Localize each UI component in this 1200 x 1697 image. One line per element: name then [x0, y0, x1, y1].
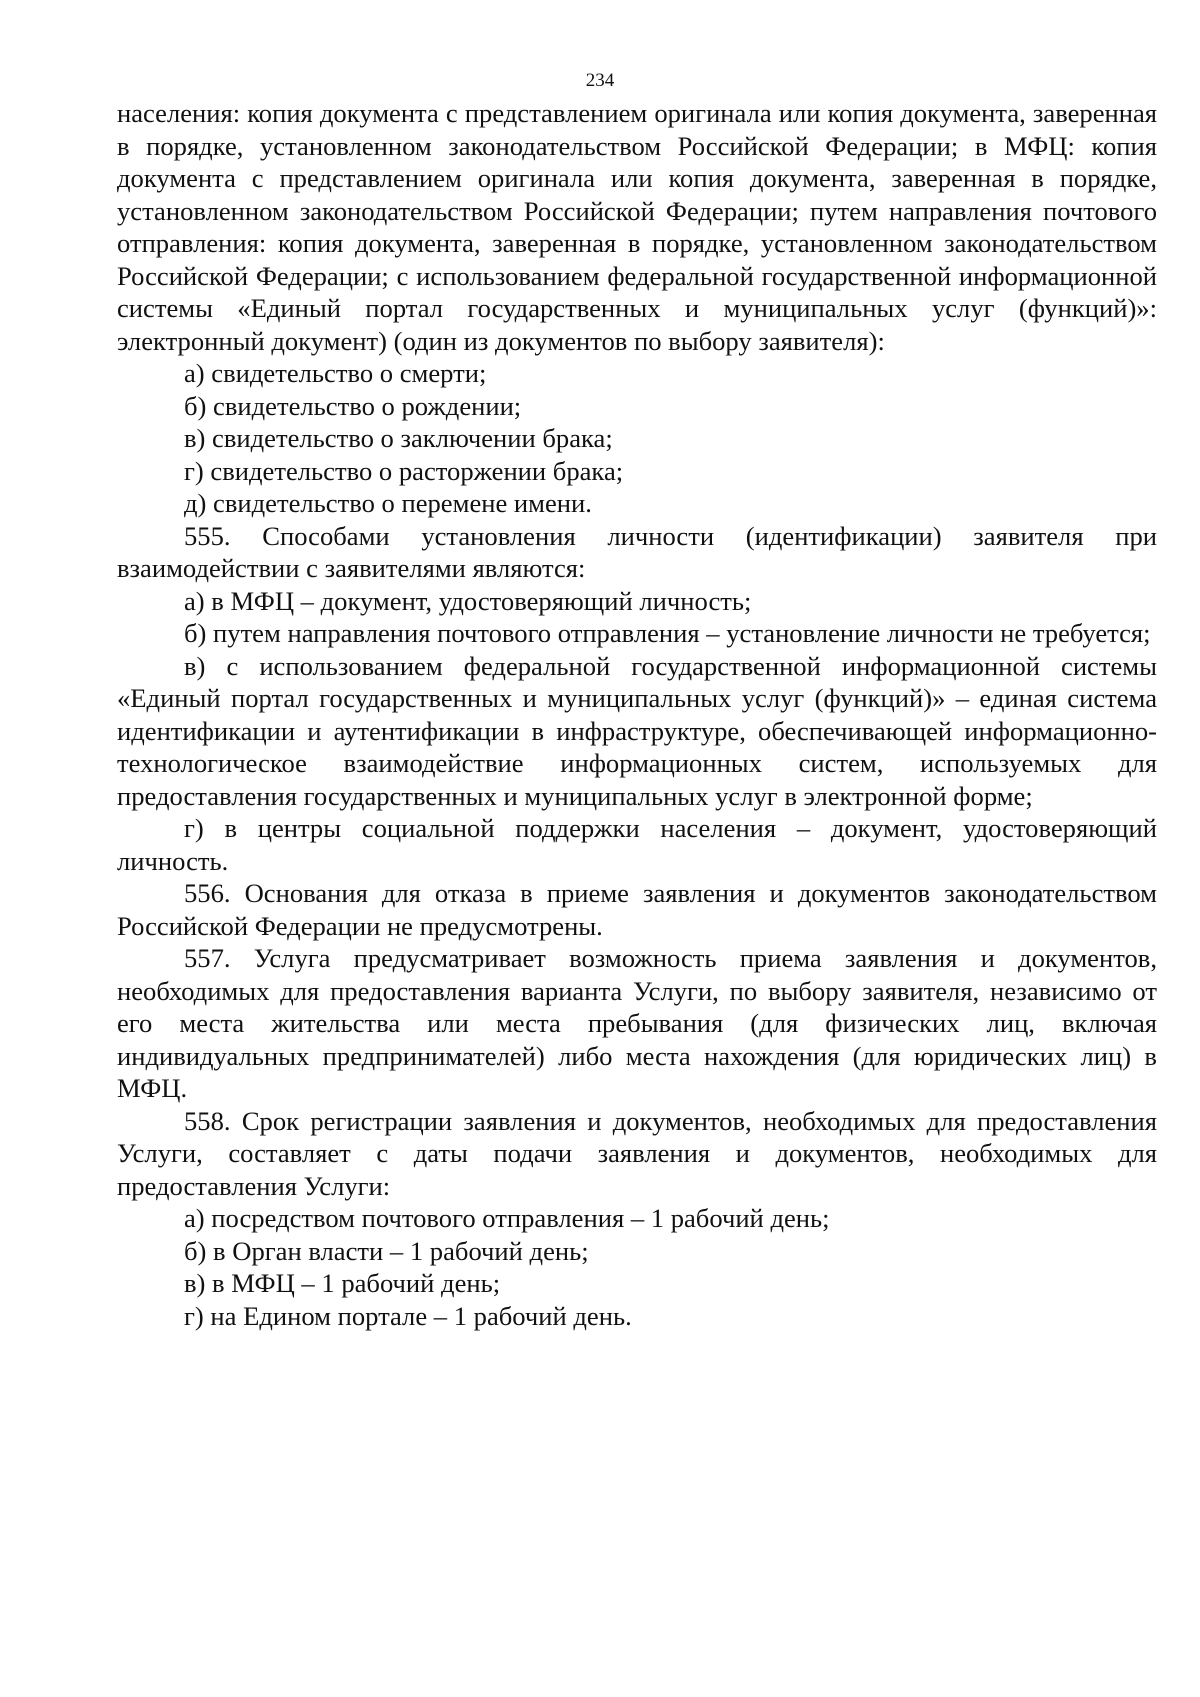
- paragraph-557: 557. Услуга предусматривает возможность приема заявления и документов, необходимых для предоставления варианта Услуги, по выбору заявителя, независимо от его места жительства или места пребывания (для физических лиц, включая индивидуальных предпринимателей) либо места нахождения (для юридических лиц) в МФЦ.: [117, 943, 1157, 1103]
- list-item-555-g: г) в центры социальной поддержки населения – документ, удостоверяющий личность.: [117, 813, 1157, 876]
- list-item-death-certificate: а) свидетельство о смерти;: [184, 358, 487, 388]
- list-item-555-b: б) путем направления почтового отправления – установление личности не требуется;: [184, 618, 1151, 648]
- list-item-marriage-certificate: в) свидетельство о заключении брака;: [184, 423, 613, 453]
- paragraph-558: 558. Срок регистрации заявления и документов, необходимых для предоставления Услуги, составляет с даты подачи заявления и документов, необходимых для предоставления Услуги:: [117, 1105, 1157, 1201]
- list-item-divorce-certificate: г) свидетельство о расторжении брака;: [184, 455, 624, 486]
- list-item-555-v: в) с использованием федеральной государственной информационной системы «Единый портал государственных и муниципальных услуг (функций)» – единая система идентификации и аутентификации в инфраструктуре, обеспечивающей информационно-технологическое взаимодействие информационных систем, используемых для предоставления государственных и муниципальных услуг в электронной форме;: [117, 650, 1157, 811]
- list-item-558-a: а) посредством почтового отправления – 1 рабочий день;: [184, 1203, 830, 1233]
- list-item-name-change-certificate: д) свидетельство о перемене имени.: [184, 488, 592, 518]
- list-item-558-v: в) в МФЦ – 1 рабочий день;: [184, 1268, 501, 1298]
- list-item-558-b: б) в Орган власти – 1 рабочий день;: [184, 1235, 589, 1266]
- document-body: [117, 97, 1157, 1332]
- page-number: 234: [585, 70, 615, 91]
- list-item-birth-certificate: б) свидетельство о рождении;: [184, 390, 522, 421]
- list-item-558-g: г) на Едином портале – 1 рабочий день.: [184, 1300, 632, 1331]
- list-item-555-a: а) в МФЦ – документ, удостоверяющий личность;: [184, 585, 752, 616]
- paragraph-continuation: населения: копия документа с представлением оригинала или копия документа, заверенная в порядке, установленном законодательством Российской Федерации; в МФЦ: копия документа с представлением оригинала или копия документа, заверенная в порядке, установленном законодательством Российской Федерации; путем направления почтового отправления: копия документа, заверенная в порядке, установленном законодательством Российской Федерации; с использованием федеральной государственной информационной системы «Единый портал государственных и муниципальных услуг (функций)»: электронный документ) (один из документов по выбору заявителя):: [117, 98, 1157, 356]
- paragraph-556: 556. Основания для отказа в приеме заявления и документов законодательством Российской Федерации не предусмотрены.: [117, 878, 1157, 941]
- paragraph-555: 555. Способами установления личности (идентификации) заявителя при взаимодействии с заявителями являются:: [117, 520, 1157, 583]
